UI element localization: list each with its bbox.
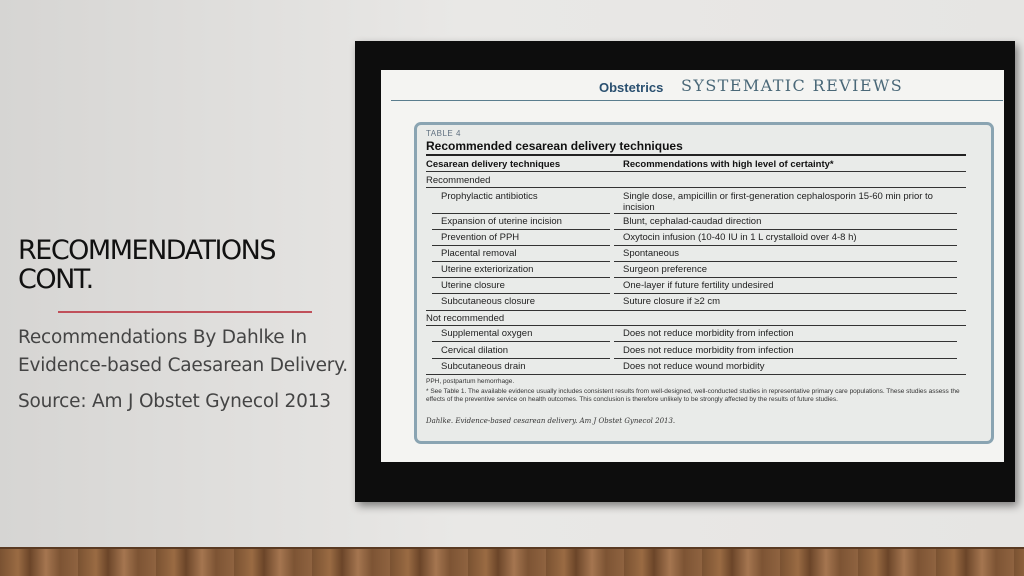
table-rule xyxy=(426,154,966,156)
recommendation-cell: Suture closure if ≥2 cm xyxy=(623,296,721,307)
recommendation-cell: Does not reduce morbidity from infection xyxy=(623,328,794,339)
group-label-recommended: Recommended xyxy=(426,175,491,186)
row-rule xyxy=(614,261,957,262)
document-section: SYSTEMATIC REVIEWS xyxy=(681,76,904,95)
row-rule xyxy=(432,261,610,262)
source-paragraph: Source: Am J Obstet Gynecol 2013 xyxy=(18,391,331,412)
table-rule xyxy=(426,171,966,172)
picture-frame xyxy=(355,41,1015,502)
table-rule xyxy=(426,310,966,311)
document-category: Obstetrics xyxy=(599,80,664,95)
technique-cell: Supplemental oxygen xyxy=(441,328,533,339)
recommendation-cell: Surgeon preference xyxy=(623,264,707,275)
row-rule xyxy=(614,277,957,278)
table-citation: Dahlke. Evidence-based cesarean delivery. Am J Obstet Gynecol 2013. xyxy=(426,417,676,425)
row-rule xyxy=(614,213,957,214)
row-rule xyxy=(614,358,957,359)
technique-cell: Prophylactic antibiotics xyxy=(441,191,538,202)
recommendation-cell: Single dose, ampicillin or first-generation cephalosporin 15-60 min prior to incision xyxy=(623,191,933,213)
technique-cell: Uterine closure xyxy=(441,280,505,291)
table-label: TABLE 4 xyxy=(426,129,461,138)
body-paragraph: Recommendations By Dahlke In Evidence-based Caesarean Delivery. xyxy=(18,327,348,376)
row-rule xyxy=(432,293,610,294)
technique-cell: Prevention of PPH xyxy=(441,232,520,243)
technique-cell: Subcutaneous drain xyxy=(441,361,526,372)
row-rule xyxy=(432,213,610,214)
slide-title xyxy=(18,236,275,294)
title-underline xyxy=(58,311,312,313)
table-rule xyxy=(426,187,966,188)
row-rule xyxy=(614,245,957,246)
technique-cell: Cervical dilation xyxy=(441,345,509,356)
group-label-not-recommended: Not recommended xyxy=(426,313,505,324)
table-title: Recommended cesarean delivery techniques xyxy=(426,139,683,153)
table-footnote: * See Table 1. The available evidence usually includes consistent results from well-designed, well-conducted studies in representative primary care populations. These studies assess the effects of the preventive service on health outcomes. This conclusion is therefore unlikely to be strongly affected by the results of future studies. xyxy=(426,388,960,403)
abbreviation-note: PPH, postpartum hemorrhage. xyxy=(426,378,515,385)
document-header xyxy=(391,70,1003,101)
column-header: Recommendations with high level of certainty* xyxy=(623,159,834,170)
technique-cell: Uterine exteriorization xyxy=(441,264,534,275)
slide-title-line2: CONT. xyxy=(18,264,93,295)
recommendation-cell: Spontaneous xyxy=(623,248,679,259)
recommendation-cell: One-layer if future fertility undesired xyxy=(623,280,774,291)
row-rule xyxy=(614,293,957,294)
table-rule xyxy=(426,325,966,326)
wood-floor-decoration xyxy=(0,547,1024,576)
table-rule xyxy=(426,374,966,375)
technique-cell: Subcutaneous closure xyxy=(441,296,536,307)
row-rule xyxy=(432,358,610,359)
recommendation-cell: Does not reduce wound morbidity xyxy=(623,361,765,372)
row-rule xyxy=(614,229,957,230)
slide-body xyxy=(18,324,348,424)
row-rule xyxy=(432,277,610,278)
table-box xyxy=(414,122,994,444)
column-header: Cesarean delivery techniques xyxy=(426,159,561,170)
row-rule xyxy=(614,341,957,342)
slide-title-line1: RECOMMENDATIONS xyxy=(18,235,276,266)
document-image xyxy=(381,70,1004,462)
row-rule xyxy=(432,245,610,246)
row-rule xyxy=(432,341,610,342)
technique-cell: Expansion of uterine incision xyxy=(441,216,562,227)
row-rule xyxy=(432,229,610,230)
recommendation-cell: Does not reduce morbidity from infection xyxy=(623,345,794,356)
technique-cell: Placental removal xyxy=(441,248,517,259)
recommendation-cell: Blunt, cephalad-caudad direction xyxy=(623,216,762,227)
recommendation-cell: Oxytocin infusion (10-40 IU in 1 L crystalloid over 4-8 h) xyxy=(623,232,857,243)
